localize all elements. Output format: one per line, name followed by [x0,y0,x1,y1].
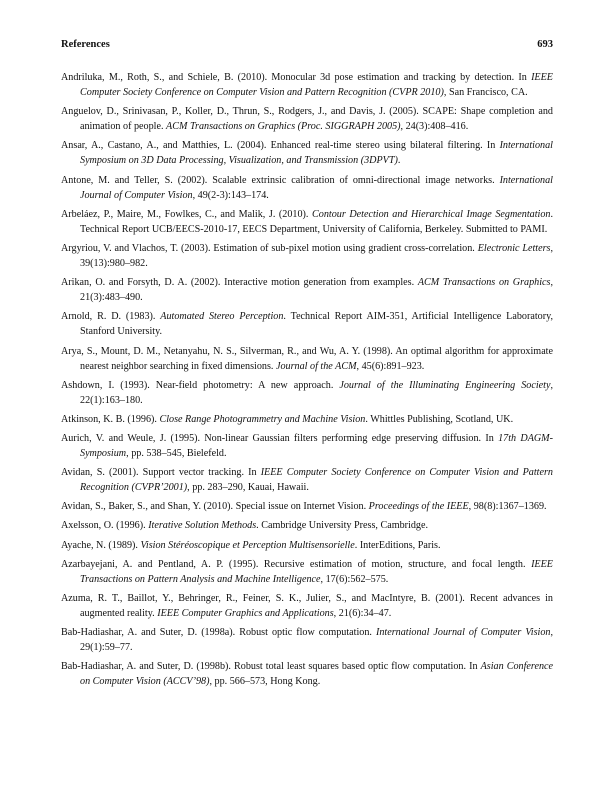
reference-entry [61,138,553,168]
book-page [61,38,553,693]
reference-venue: IEEE Computer Society Conference on Computer Vision and Pattern Recognition (CVPR’2001) [80,467,553,494]
reference-details: . Technical Report UCB/EECS-2010-17, EECS Department, University of California, Berkeley. Submitted to PAMI. [80,208,553,235]
reference-venue: International Journal of Computer Vision [375,627,551,638]
reference-text: Azarbayejani, A. and Pentland, A. P. (1995). Recursive estimation of motion, structure, and focal length. [61,558,532,570]
reference-entry [61,465,553,495]
reference-venue: Automated Stereo Perception [160,311,284,323]
reference-venue: IEEE Computer Graphics and Applications [157,607,334,619]
reference-venue: 17th DAGM-Symposium [80,432,553,460]
reference-venue: Proceedings of the IEEE [368,501,469,513]
reference-details: , 39(13):980–982. [80,242,554,270]
reference-entry [61,557,553,587]
reference-details: , pp. 283–290, Kauai, Hawaii. [187,482,309,494]
reference-text: Ayache, N. (1989). [61,539,141,551]
reference-text: Andriluka, M., Roth, S., and Schiele, B. (2010). Monocular 3d pose estimation and tracking by detection. In [61,72,532,83]
reference-text: Bab-Hadiashar, A. and Suter, D. (1998b). Robust total least squares based optic flow computation. In [61,661,481,673]
reference-text: Ashdown, I. (1993). Near-field photometry: A new approach. [61,379,340,391]
reference-details: , pp. 566–573, Hong Kong. [209,676,321,688]
reference-entry [61,275,553,305]
reference-venue: Journal of the ACM [275,360,357,372]
reference-entry [61,207,553,237]
reference-text: Ansar, A., Castano, A., and Matthies, L. (2004). Enhanced real-time stereo using bilateral filtering. In [61,140,500,152]
running-head [61,38,553,51]
reference-entry [61,625,553,655]
reference-text: Arikan, O. and Forsyth, D. A. (2002). Interactive motion generation from examples. [61,277,418,289]
reference-details: , 49(2-3):143–174. [192,189,269,201]
reference-entry [61,659,553,689]
reference-details: , 22(1):163–180. [80,379,554,406]
reference-details: . InterEditions, Paris. [354,539,441,551]
reference-venue: ACM Transactions on Graphics (Proc. SIGGRAPH 2005) [166,121,401,133]
reference-details: . Whittles Publishing, Scotland, UK. [365,413,514,425]
reference-venue: IEEE Computer Society Conference on Computer Vision and Pattern Recognition (CVPR 2010) [80,72,553,99]
reference-entry [61,344,553,374]
reference-venue: Journal of the Illuminating Engineering Society [339,379,551,391]
reference-venue: Vision Stéréoscopique et Perception Multisensorielle [140,539,355,551]
reference-venue: ACM Transactions on Graphics [417,277,551,289]
reference-details: , 21(3):483–490. [80,277,553,304]
reference-venue: IEEE Transactions on Pattern Analysis and Machine Intelligence [80,558,553,585]
reference-details: , 45(6):891–923. [356,360,425,372]
reference-entry [61,538,553,553]
reference-details: . Technical Report AIM-351, Artificial Intelligence Laboratory, Stanford University. [80,311,554,338]
reference-text: Axelsson, O. (1996). [61,520,149,532]
reference-venue: Asian Conference on Computer Vision (ACCV’98) [80,661,553,688]
reference-text: Argyriou, V. and Vlachos, T. (2003). Estimation of sub-pixel motion using gradient cross-correlation. [61,242,478,254]
reference-details: , 17(6):562–575. [320,573,389,585]
reference-text: Atkinson, K. B. (1996). [61,413,160,425]
reference-text: Azuma, R. T., Baillot, Y., Behringer, R., Feiner, S. K., Julier, S., and MacIntyre, B. (2001). Recent advances in augmented reality. [61,592,553,619]
reference-text: Arya, S., Mount, D. M., Netanyahu, N. S., Silverman, R., and Wu, A. Y. (1998). An optimal algorithm for approximate nearest neighbor searching in fixed dimensions. [61,345,553,372]
reference-venue: Iterative Solution Methods [148,520,257,532]
reference-entry [61,591,553,621]
reference-details: , 21(6):34–47. [333,607,392,619]
reference-text: Avidan, S. (2001). Support vector tracking. In [61,467,261,479]
reference-entry [61,241,553,271]
reference-entry [61,104,553,134]
reference-entry [61,431,553,461]
reference-text: Anguelov, D., Srinivasan, P., Koller, D., Thrun, S., Rodgers, J., and Davis, J. (2005). SCAPE: Shape completion and animation of people. [61,106,553,133]
reference-details: , San Francisco, CA. [443,87,528,99]
reference-entry [61,499,553,514]
reference-text: Bab-Hadiashar, A. and Suter, D. (1998a). Robust optic flow computation. [61,627,376,638]
reference-details: , 24(3):408–416. [400,121,469,133]
reference-entry [61,309,553,339]
reference-venue: International Journal of Computer Vision [80,174,553,201]
section-title: References [61,39,110,50]
reference-list [61,70,553,689]
reference-details: . Cambridge University Press, Cambridge. [256,520,428,532]
page-number: 693 [537,39,553,50]
reference-details: , 29(1):59–77. [80,627,553,654]
reference-details: , 98(8):1367–1369. [468,501,547,513]
reference-details: . [397,155,401,167]
reference-venue: Electronic Letters [477,242,551,254]
reference-text: Antone, M. and Teller, S. (2002). Scalable extrinsic calibration of omni-directional image networks. [61,174,500,186]
reference-text: Aurich, V. and Weule, J. (1995). Non-linear Gaussian filters performing edge preserving diffusion. In [61,432,499,444]
reference-venue: Contour Detection and Hierarchical Image Segmentation [312,208,551,220]
reference-entry [61,70,553,100]
reference-entry [61,173,553,203]
reference-entry [61,518,553,533]
reference-entry [61,412,553,427]
reference-entry [61,378,553,408]
reference-text: Avidan, S., Baker, S., and Shan, Y. (2010). Special issue on Internet Vision. [61,501,369,513]
reference-text: Arnold, R. D. (1983). [61,311,161,323]
reference-details: , pp. 538–545, Bielefeld. [126,448,227,460]
reference-text: Arbeláez, P., Maire, M., Fowlkes, C., and Malik, J. (2010). [61,208,313,220]
reference-venue: International Symposium on 3D Data Processing, Visualization, and Transmission (3DPVT) [80,140,553,167]
reference-venue: Close Range Photogrammetry and Machine Vision [159,413,366,425]
